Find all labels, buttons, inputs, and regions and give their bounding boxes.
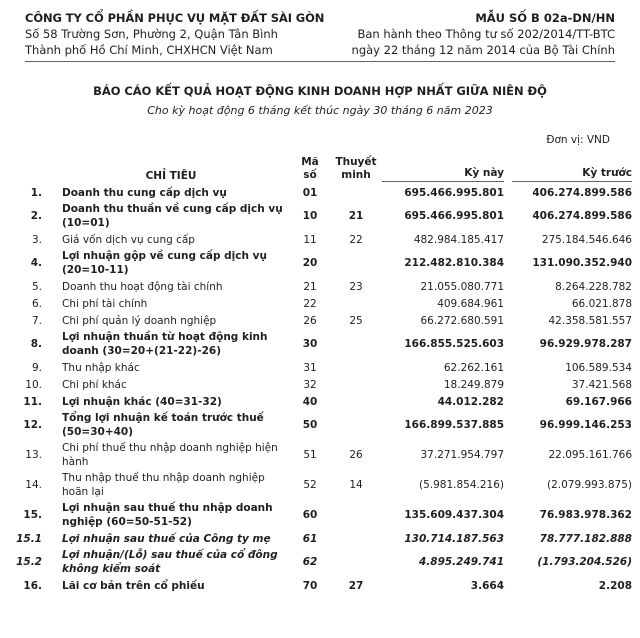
row-current-period: 130.714.187.563: [404, 532, 504, 545]
row-ma-so: 21: [303, 280, 317, 293]
row-thuyet-minh: 14: [349, 479, 363, 491]
row-index: 5.: [31, 280, 42, 293]
row-label: Doanh thu hoạt động tài chính: [62, 280, 223, 293]
row-ma-so: 32: [303, 378, 317, 391]
form-issue-line-2: ngày 22 tháng 12 năm 2014 của Bộ Tài Chính: [351, 43, 615, 57]
row-index: 2.: [30, 210, 42, 222]
row-current-period: 695.466.995.801: [404, 186, 504, 199]
row-label: Lợi nhuận sau thuế của Công ty mẹ: [62, 532, 271, 545]
row-index: 1.: [30, 186, 42, 199]
row-label: Chi phí quản lý doanh nghiệp: [62, 314, 217, 327]
row-thuyet-minh: 21: [348, 210, 364, 222]
row-ma-so: 22: [303, 297, 317, 310]
row-current-period: 18.249.879: [443, 378, 504, 391]
table-row: [0, 440, 640, 470]
report-title-block: [0, 84, 640, 118]
company-name: CÔNG TY CỔ PHẦN PHỤC VỤ MẶT ĐẤT SÀI GÒN: [25, 11, 325, 25]
table-row: [0, 410, 640, 440]
row-thuyet-minh: 23: [349, 280, 363, 293]
row-index: 14.: [25, 479, 42, 491]
form-info-block: [352, 10, 615, 58]
table-row: [0, 201, 640, 231]
row-current-period: (5.981.854.216): [418, 479, 504, 491]
row-index: 13.: [25, 449, 42, 461]
row-previous-period: 76.983.978.362: [539, 509, 632, 521]
table-row: [0, 547, 640, 577]
row-previous-period: 106.589.534: [565, 361, 632, 374]
row-ma-so: 62: [302, 556, 318, 568]
table-row: [0, 248, 640, 278]
row-current-period: 166.899.537.885: [404, 419, 504, 431]
row-ma-so: 60: [302, 509, 318, 521]
row-ma-so: 30: [302, 338, 318, 350]
row-current-period: 482.984.185.417: [413, 233, 504, 246]
row-index: 16.: [23, 579, 42, 592]
header-ma-line1: Mã: [301, 156, 319, 168]
header-tm-line1: Thuyết: [335, 156, 377, 168]
table-row: [0, 470, 640, 500]
row-thuyet-minh: 27: [348, 579, 364, 592]
row-index: 6.: [31, 297, 42, 310]
row-thuyet-minh: [330, 359, 382, 376]
row-label: Lợi nhuận gộp về cung cấp dịch vụ (20=10-11): [62, 250, 267, 276]
table-header: [0, 156, 640, 184]
header-tm-line2: minh: [341, 169, 371, 181]
row-ma-so: 20: [302, 257, 318, 269]
row-label: Chi phí thuế thu nhập doanh nghiệp hiện hành: [62, 442, 278, 468]
row-ma-so: 50: [302, 419, 318, 431]
row-ma-so: 61: [302, 532, 318, 545]
header-ma-so: [290, 156, 330, 184]
row-current-period: 4.895.249.741: [418, 556, 504, 568]
row-index: 15.2: [16, 556, 42, 568]
header-divider: [25, 61, 615, 62]
row-previous-period: 131.090.352.940: [532, 257, 632, 269]
header-previous-period-label: Kỳ trước: [512, 167, 632, 182]
header-index-col: [0, 156, 52, 184]
row-index: 9.: [31, 361, 42, 374]
row-label: Tổng lợi nhuận kế toán trước thuế (50=30+40): [62, 412, 264, 438]
company-info-block: [25, 10, 324, 58]
table-row: [0, 530, 640, 547]
header-label: CHỈ TIÊU: [145, 170, 197, 182]
row-current-period: 37.271.954.797: [420, 449, 504, 461]
table-row: [0, 231, 640, 248]
row-index: 4.: [30, 257, 42, 269]
header-current-period: [382, 156, 512, 184]
row-ma-so: 40: [302, 395, 318, 408]
row-previous-period: 96.999.146.253: [539, 419, 632, 431]
row-current-period: 62.262.161: [443, 361, 504, 374]
row-previous-period: 78.777.182.888: [539, 532, 632, 545]
table-row: [0, 359, 640, 376]
table-row: [0, 393, 640, 410]
row-label: Lãi cơ bản trên cổ phiếu: [62, 579, 205, 592]
row-ma-so: 52: [303, 479, 317, 491]
row-current-period: 135.609.437.304: [404, 509, 504, 521]
row-index: 8.: [30, 338, 42, 350]
row-current-period: 44.012.282: [437, 395, 504, 408]
row-label: Doanh thu thuần về cung cấp dịch vụ (10=01): [62, 203, 283, 229]
row-index: 7.: [31, 314, 42, 327]
report-title: BÁO CÁO KẾT QUẢ HOẠT ĐỘNG KINH DOANH HỢP NHẤT GIỮA NIÊN ĐỘ: [93, 84, 547, 98]
row-label: Thu nhập khác: [62, 361, 140, 374]
report-period: Cho kỳ hoạt động 6 tháng kết thúc ngày 30 tháng 6 năm 2023: [147, 104, 493, 117]
row-label: Chi phí tài chính: [62, 297, 148, 310]
row-thuyet-minh: 26: [349, 449, 363, 461]
row-index: 10.: [25, 378, 42, 391]
table-row: [0, 376, 640, 393]
row-previous-period: 96.929.978.287: [539, 338, 632, 350]
row-previous-period: 8.264.228.782: [555, 280, 632, 293]
row-ma-so: 70: [302, 579, 318, 592]
table-row: [0, 184, 640, 201]
row-ma-so: 10: [302, 210, 318, 222]
company-address-line-2: Thành phố Hồ Chí Minh, CHXHCN Việt Nam: [25, 43, 273, 57]
table-row: [0, 577, 640, 594]
row-thuyet-minh: [330, 500, 382, 530]
row-thuyet-minh: [330, 410, 382, 440]
document-header: [0, 0, 640, 58]
company-address-line-1: Số 58 Trường Sơn, Phường 2, Quận Tân Bình: [25, 27, 278, 41]
form-code: MẪU SỐ B 02a-DN/HN: [475, 11, 615, 25]
row-label: Thu nhập thuế thu nhập doanh nghiệp hoãn lại: [62, 472, 265, 498]
row-ma-so: 51: [303, 449, 317, 461]
currency-unit: Đơn vị: VND: [546, 134, 610, 146]
row-previous-period: (2.079.993.875): [546, 479, 632, 491]
row-index: 15.1: [16, 532, 42, 545]
table-row: [0, 278, 640, 295]
row-previous-period: 22.095.161.766: [548, 449, 632, 461]
row-previous-period: 66.021.878: [571, 297, 632, 310]
row-previous-period: 37.421.568: [571, 378, 632, 391]
table-header-row: [0, 156, 640, 184]
row-current-period: 695.466.995.801: [404, 210, 504, 222]
row-previous-period: 406.274.899.586: [532, 210, 632, 222]
row-previous-period: (1.793.204.526): [537, 556, 632, 568]
table-body: [0, 184, 640, 594]
row-label: Lợi nhuận/(Lỗ) sau thuế của cổ đông không kiểm soát: [62, 549, 278, 575]
row-index: 12.: [23, 419, 42, 431]
row-ma-so: 11: [303, 233, 317, 246]
row-current-period: 212.482.810.384: [404, 257, 504, 269]
table-row: [0, 312, 640, 329]
header-previous-period: [512, 156, 640, 184]
form-issue-line-1: Ban hành theo Thông tư số 202/2014/TT-BTC: [357, 27, 615, 41]
row-previous-period: 2.208: [598, 579, 632, 592]
row-label: Lợi nhuận khác (40=31-32): [62, 395, 222, 408]
table-row: [0, 295, 640, 312]
row-previous-period: 42.358.581.557: [548, 314, 632, 327]
row-current-period: 3.664: [470, 579, 504, 592]
row-thuyet-minh: [330, 329, 382, 359]
row-thuyet-minh: [330, 184, 382, 201]
row-index: 15.: [23, 509, 42, 521]
row-ma-so: 01: [302, 186, 318, 199]
row-label: Chi phí khác: [62, 378, 127, 391]
row-ma-so: 26: [303, 314, 317, 327]
income-statement-table: [0, 156, 640, 594]
row-label: Doanh thu cung cấp dịch vụ: [62, 186, 227, 199]
row-label: Lợi nhuận thuần từ hoạt động kinh doanh (30=20+(21-22)-26): [62, 331, 268, 357]
row-label: Giá vốn dịch vụ cung cấp: [62, 233, 195, 246]
row-thuyet-minh: 22: [349, 233, 363, 246]
row-previous-period: 275.184.546.646: [541, 233, 632, 246]
row-current-period: 21.055.080.771: [420, 280, 504, 293]
row-thuyet-minh: [330, 376, 382, 393]
row-index: 3.: [31, 233, 42, 246]
row-current-period: 166.855.525.603: [404, 338, 504, 350]
row-thuyet-minh: [330, 547, 382, 577]
row-thuyet-minh: [330, 393, 382, 410]
row-thuyet-minh: [330, 248, 382, 278]
header-ma-line2: số: [303, 169, 317, 181]
header-current-period-label: Kỳ này: [382, 167, 504, 182]
row-ma-so: 31: [303, 361, 317, 374]
row-previous-period: 406.274.899.586: [532, 186, 632, 199]
row-label: Lợi nhuận sau thuế thu nhập doanh nghiệp (60=50-51-52): [62, 502, 273, 528]
table-row: [0, 500, 640, 530]
row-thuyet-minh: [330, 530, 382, 547]
row-current-period: 66.272.680.591: [420, 314, 504, 327]
header-thuyet-minh: [330, 156, 382, 184]
row-thuyet-minh: 25: [349, 314, 363, 327]
table-row: [0, 329, 640, 359]
row-thuyet-minh: [330, 295, 382, 312]
row-index: 11.: [23, 395, 42, 408]
row-previous-period: 69.167.966: [565, 395, 632, 408]
row-current-period: 409.684.961: [437, 297, 504, 310]
